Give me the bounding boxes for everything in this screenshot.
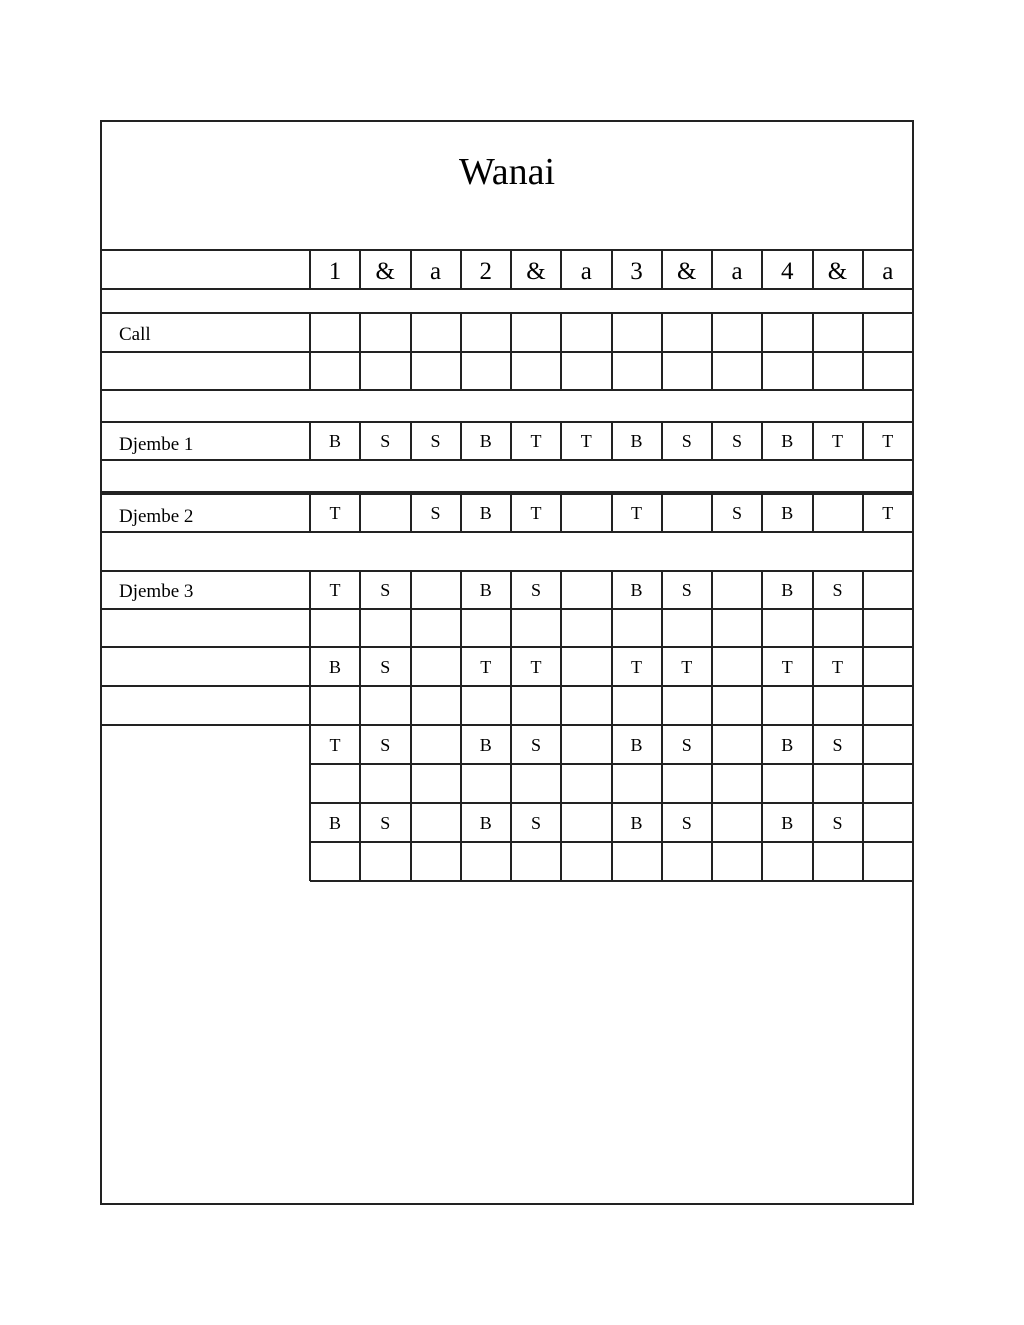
cell-djembe3-1-8: S: [681, 580, 692, 600]
cell-djembe1-4: B: [479, 431, 492, 451]
grid-line: [661, 609, 663, 647]
grid-line: [510, 842, 512, 881]
cell-djembe3-3-8: T: [681, 657, 693, 677]
beat-header: &: [526, 258, 546, 285]
grid-line: [912, 313, 914, 352]
cell-djembe1-9: S: [731, 431, 742, 451]
beat-header: &: [827, 258, 848, 285]
grid-line: [100, 570, 913, 572]
grid-line: [410, 609, 412, 647]
cell-djembe1-7: B: [630, 431, 643, 451]
cell-djembe2-12: T: [882, 503, 894, 523]
cell-djembe2-5: T: [530, 503, 542, 523]
grid-line: [359, 842, 361, 881]
grid-line: [862, 764, 864, 803]
cell-djembe2-9: S: [731, 503, 742, 523]
beat-header: a: [731, 258, 743, 285]
grid-line: [100, 249, 913, 251]
grid-line: [711, 764, 713, 803]
cell-djembe3-3-5: T: [530, 657, 542, 677]
grid-line: [812, 352, 814, 390]
grid-line: [761, 842, 763, 881]
grid-line: [560, 686, 562, 725]
grid-line: [661, 352, 663, 390]
grid-line: [100, 312, 913, 314]
cell-djembe3-3-2: S: [380, 657, 391, 677]
grid-line: [309, 609, 311, 647]
grid-line: [661, 764, 663, 803]
grid-line: [460, 609, 462, 647]
grid-line: [912, 352, 914, 390]
cell-djembe3-5-2: S: [380, 735, 391, 755]
grid-line: [100, 288, 913, 290]
beat-header: &: [677, 258, 697, 285]
grid-line: [912, 686, 914, 725]
label-djembe3: Djembe 3: [119, 581, 194, 602]
beat-header: 2: [479, 258, 492, 285]
cell-djembe3-1-10: B: [781, 580, 794, 600]
grid-line: [560, 764, 562, 803]
grid-line: [711, 609, 713, 647]
cell-djembe2-4: B: [479, 503, 492, 523]
cell-djembe3-7-11: S: [832, 813, 843, 833]
grid-line: [309, 764, 311, 803]
cell-djembe3-1-5: S: [530, 580, 541, 600]
cell-djembe1-1: B: [328, 431, 341, 451]
beat-header: a: [429, 258, 442, 285]
beat-header: 4: [781, 258, 794, 285]
grid-line: [862, 686, 864, 725]
grid-line: [460, 764, 462, 803]
cell-djembe2-1: T: [329, 503, 341, 523]
grid-line: [510, 764, 512, 803]
grid-line: [761, 609, 763, 647]
cell-djembe2-3: S: [430, 503, 441, 523]
grid-line: [661, 842, 663, 881]
cell-djembe3-7-8: S: [681, 813, 692, 833]
cell-djembe3-3-11: T: [832, 657, 843, 677]
label-djembe2: Djembe 2: [119, 506, 194, 527]
grid-line: [100, 646, 913, 648]
grid-line: [761, 313, 763, 352]
cell-djembe1-5: T: [530, 431, 542, 451]
grid-line: [359, 352, 361, 390]
label-djembe1: Djembe 1: [119, 434, 194, 455]
grid-line: [410, 686, 412, 725]
grid-line: [410, 313, 412, 352]
grid-line: [862, 352, 864, 390]
cell-djembe3-7-4: B: [479, 813, 492, 833]
cell-djembe3-1-1: T: [329, 580, 341, 600]
grid-line: [761, 686, 763, 725]
grid-line: [912, 571, 914, 609]
cell-djembe3-5-5: S: [530, 735, 541, 755]
beat-header: 3: [630, 258, 643, 285]
grid-line: [560, 609, 562, 647]
grid-line: [100, 389, 913, 391]
grid-line: [510, 609, 512, 647]
grid-line: [611, 686, 613, 725]
grid-line: [100, 685, 913, 687]
grid-line: [309, 686, 311, 725]
cell-djembe3-5-7: B: [630, 735, 643, 755]
grid-line: [510, 313, 512, 352]
grid-line: [812, 842, 814, 881]
cell-djembe1-12: T: [882, 431, 894, 451]
beat-header: 1: [328, 258, 342, 285]
grid-line: [711, 352, 713, 390]
grid-line: [560, 842, 562, 881]
cell-djembe3-3-7: T: [631, 657, 642, 677]
cell-djembe2-10: B: [781, 503, 794, 523]
grid-line: [510, 686, 512, 725]
grid-line: [661, 313, 663, 352]
grid-line: [410, 352, 412, 390]
cell-djembe1-11: T: [832, 431, 843, 451]
cell-djembe3-1-4: B: [479, 580, 492, 600]
grid-line: [862, 609, 864, 647]
grid-line: [912, 647, 914, 686]
grid-line: [460, 842, 462, 881]
grid-line: [100, 421, 913, 423]
grid-line: [100, 351, 913, 353]
cell-djembe3-3-4: T: [480, 657, 492, 677]
grid-line: [912, 725, 914, 764]
grid-line: [560, 352, 562, 390]
grid-line: [359, 609, 361, 647]
cell-djembe3-7-5: S: [530, 813, 541, 833]
grid-line: [359, 313, 361, 352]
label-call: Call: [119, 324, 151, 345]
grid-line: [912, 764, 914, 803]
grid-line: [100, 531, 913, 533]
grid-line: [711, 313, 713, 352]
grid-line: [611, 352, 613, 390]
cell-djembe3-5-1: T: [329, 735, 341, 755]
cell-djembe1-8: S: [681, 431, 692, 451]
grid-line: [611, 313, 613, 352]
beat-header: a: [580, 258, 592, 285]
cell-djembe3-1-7: B: [630, 580, 643, 600]
grid-line: [611, 609, 613, 647]
grid-line: [812, 609, 814, 647]
grid-line: [410, 842, 412, 881]
cell-djembe3-3-10: T: [781, 657, 793, 677]
cell-djembe3-7-2: S: [380, 813, 391, 833]
grid-line: [510, 352, 512, 390]
grid-line: [812, 313, 814, 352]
grid-line: [711, 842, 713, 881]
grid-line: [611, 764, 613, 803]
cell-djembe1-3: S: [430, 431, 441, 451]
beat-header: a: [882, 258, 894, 285]
grid-line: [460, 313, 462, 352]
grid-line: [862, 313, 864, 352]
grid-line: [761, 764, 763, 803]
grid-line: [460, 686, 462, 725]
grid-line: [359, 764, 361, 803]
cell-djembe1-6: T: [580, 431, 592, 451]
grid-line: [100, 459, 913, 461]
beat-header: &: [375, 258, 395, 285]
cell-djembe3-7-7: B: [630, 813, 643, 833]
grid-line: [359, 686, 361, 725]
grid-line: [812, 686, 814, 725]
grid-line: [812, 764, 814, 803]
grid-line: [309, 842, 311, 881]
cell-djembe2-7: T: [631, 503, 642, 523]
cell-djembe3-1-11: S: [832, 580, 843, 600]
cell-djembe3-5-11: S: [832, 735, 843, 755]
grid-line: [862, 842, 864, 881]
cell-djembe3-5-10: B: [781, 735, 794, 755]
grid-line: [912, 803, 914, 842]
grid-line: [100, 493, 913, 495]
grid-line: [761, 352, 763, 390]
cell-djembe3-7-1: B: [328, 813, 341, 833]
cell-djembe1-2: S: [380, 431, 391, 451]
grid-line: [912, 842, 914, 881]
grid-line: [912, 609, 914, 647]
grid-line: [611, 842, 613, 881]
grid-line: [100, 608, 913, 610]
page-title: Wanai: [458, 151, 556, 193]
grid-line: [410, 764, 412, 803]
grid-line: [711, 686, 713, 725]
grid-line: [460, 352, 462, 390]
cell-djembe3-1-2: S: [380, 580, 391, 600]
grid-line: [661, 686, 663, 725]
cell-djembe3-5-8: S: [681, 735, 692, 755]
cell-djembe3-3-1: B: [328, 657, 341, 677]
cell-djembe1-10: B: [781, 431, 794, 451]
grid-line: [309, 313, 311, 352]
cell-djembe3-5-4: B: [479, 735, 492, 755]
grid-line: [560, 313, 562, 352]
cell-djembe3-7-10: B: [781, 813, 794, 833]
grid-line: [309, 352, 311, 390]
